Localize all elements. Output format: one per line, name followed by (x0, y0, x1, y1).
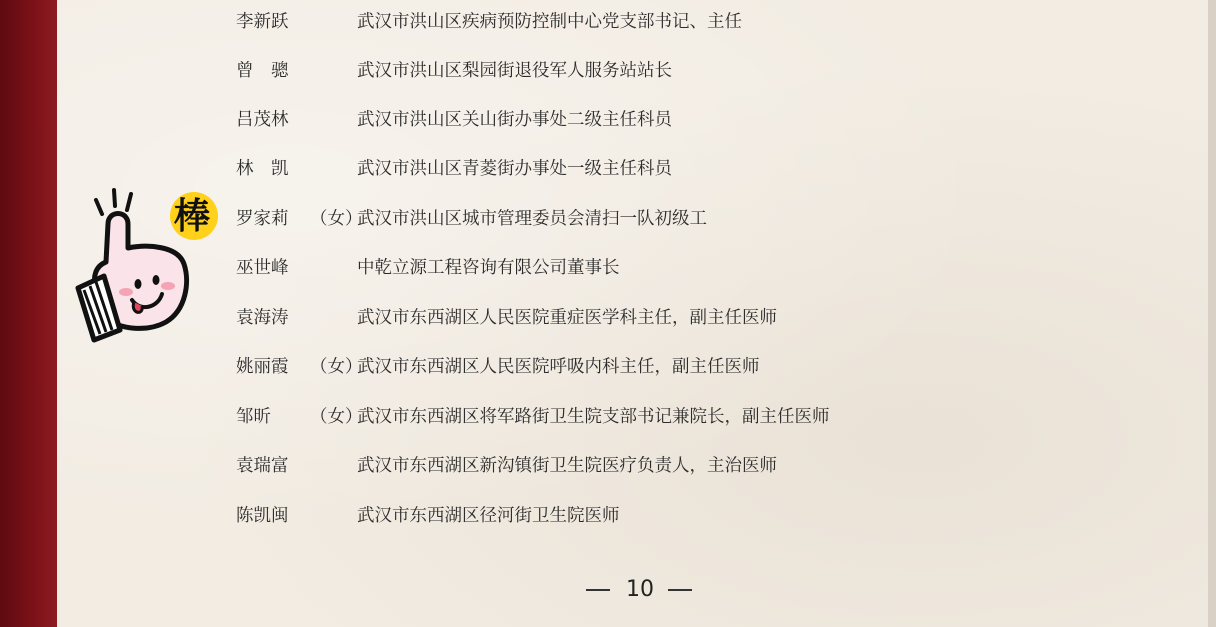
person-title: 武汉市东西湖区人民医院重症医学科主任，副主任医师 (357, 308, 777, 328)
thumbs-up-icon (70, 180, 230, 350)
dash-left (586, 589, 610, 591)
gender-note: （女） (310, 209, 363, 229)
person-name: 罗家莉 (236, 209, 289, 229)
person-title: 武汉市东西湖区径河街卫生院医师 (357, 506, 620, 526)
person-name: 袁海涛 (236, 308, 289, 328)
person-name: 李新跃 (236, 12, 289, 32)
person-title: 武汉市东西湖区将军路街卫生院支部书记兼院长，副主任医师 (357, 407, 830, 427)
person-title: 武汉市洪山区关山街办事处二级主任科员 (357, 110, 672, 130)
sticker-text: 棒 (173, 196, 211, 237)
right-edge (1208, 0, 1216, 627)
person-name: 邹昕 (236, 407, 271, 427)
dash-right (668, 589, 692, 591)
person-title: 武汉市洪山区疾病预防控制中心党支部书记、主任 (357, 12, 742, 32)
person-title: 武汉市东西湖区人民医院呼吸内科主任，副主任医师 (357, 357, 760, 377)
person-title: 武汉市洪山区城市管理委员会清扫一队初级工 (357, 209, 707, 229)
left-border-band (0, 0, 57, 627)
person-name: 袁瑞富 (236, 456, 289, 476)
person-name: 林 凯 (236, 159, 289, 179)
page-footer (586, 575, 696, 605)
person-name: 陈凯闽 (236, 506, 289, 526)
thumbs-up-sticker (70, 180, 230, 354)
person-name: 吕茂林 (236, 110, 289, 130)
person-name: 姚丽霞 (236, 357, 289, 377)
gender-note: （女） (310, 357, 363, 377)
person-title: 武汉市东西湖区新沟镇街卫生院医疗负责人，主治医师 (357, 456, 777, 476)
person-name: 曾 骢 (236, 61, 289, 81)
person-name: 巫世峰 (236, 258, 289, 278)
person-title: 武汉市洪山区梨园街退役军人服务站站长 (357, 61, 672, 81)
gender-note: （女） (310, 407, 363, 427)
page-number: 10 (626, 577, 654, 602)
person-title: 中乾立源工程咨询有限公司董事长 (357, 258, 620, 278)
person-title: 武汉市洪山区青菱街办事处一级主任科员 (357, 159, 672, 179)
